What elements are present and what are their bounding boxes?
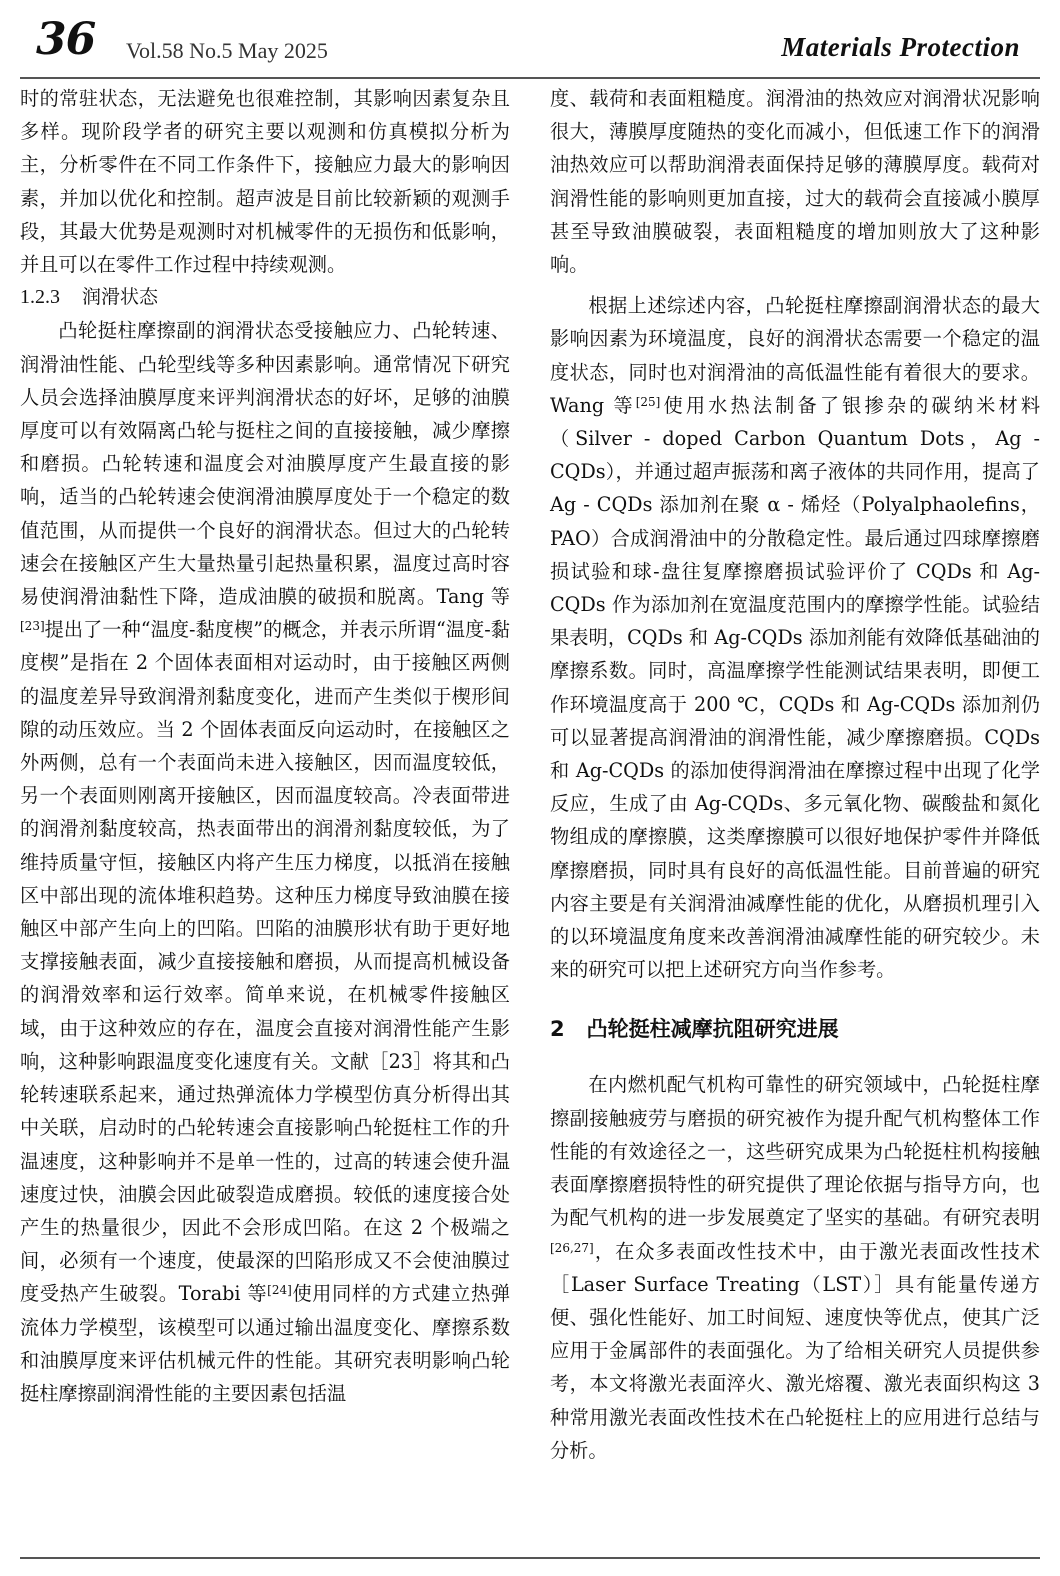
section-title: 凸轮挺柱减摩抗阻研究进展 <box>586 1017 839 1042</box>
paragraph <box>20 314 510 1410</box>
section-heading <box>550 1012 1040 1046</box>
issue-info: Vol.58 No.5 May 2025 <box>126 38 328 63</box>
text-run: 凸轮挺柱摩擦副的润滑状态受接触应力、凸轮转速、润滑油性能、凸轮型线等多种因素影响。通常情况下研究人员会选择油膜厚度来评判润滑状态的好坏，足够的油膜厚度可以有效隔离凸轮与挺柱之间的直接接触，减少摩擦和磨损。凸轮转速和温度会对油膜厚度产生最直接的影响，适当的凸轮转速会使润滑油膜厚度处于一个稳定的数值范围，从而提供一个良好的润滑状态。但过大的凸轮转速会在接触区产生大量热量引起热量积累，温度过高时容易使润滑油黏性下降，造成油膜的破损和脱离。Tang 等 <box>20 319 510 609</box>
subsection-heading <box>20 281 510 314</box>
text-run: 在内燃机配气机构可靠性的研究领域中，凸轮挺柱摩擦副接触疲劳与磨损的研究被作为提升配气机构整体工作性能的有效途径之一，这些研究成果为凸轮挺柱机构接触表面摩擦磨损特性的研究提供了理论依据与指导方向，也为配气机构的进一步发展奠定了坚实的基础。有研究表明 <box>550 1073 1040 1230</box>
citation: [24] <box>267 1283 292 1298</box>
citation: [26,27] <box>550 1240 594 1255</box>
subsection-title: 润滑状态 <box>82 286 159 309</box>
section-number: 2 <box>550 1017 565 1042</box>
text-run: 提出了一种“温度-黏度楔”的概念，并表示所谓“温度-黏度楔”是指在 2 个固体表面相对运动时，由于接触区两侧的温度差异导致润滑剂黏度变化，进而产生类似于楔形间隙的动压效应。当 2 个固体表面反向运动时，在接触区之外两侧，总有一个表面尚未进入接触区，因而温度较低，另一个表面则刚离开接触区，因而温度较高。冷表面带进的润滑剂黏度较高，热表面带出的润滑剂黏度较低，为了维持质量守恒，接触区内将产生压力梯度，以抵消在接触区中部出现的流体堆积趋势。这种压力梯度导致油膜在接触区中部产生向上的凹陷。凹陷的油膜形状有助于更好地支撑接触表面，减少直接接触和磨损，从而提高机械设备的润滑效率和运行效率。简单来说，在机械零件接触区域，由于这种效应的存在，温度会直接对润滑性能产生影响，这种影响跟温度变化速度有关。文献［23］将其和凸轮转速联系起来，通过热弹流体力学模型仿真分析得出其中关联，启动时的凸轮转速会直接影响凸轮挺柱工作的升温速度，这种影响并不是单一性的，过高的转速会使升温速度过快，油膜会因此破裂造成磨损。较低的速度接合处产生的热量很少，因此不会形成凹陷。在这 2 个极端之间，必须有一个速度，使最深的凹陷形成又不会使油膜过度受热产生破裂。Torabi 等 <box>20 618 510 1306</box>
text-run: 使用水热法制备了银掺杂的碳纳米材料（Silver - doped Carbon Quantum Dots，Ag - CQDs），并通过超声振荡和离子液体的共同作用，提高了 Ag - CQDs 添加剂在聚 α - 烯烃（Polyalphaolefins，PAO）合成润滑油中的分散稳定性。最后通过四球摩擦磨损试验和球-盘往复摩擦磨损试验评价了 CQDs 和 Ag-CQDs 作为添加剂在宽温度范围内的摩擦学性能。试验结果表明，CQDs 和 Ag-CQDs 添加剂能有效降低基础油的摩擦系数。同时，高温摩擦学性能测试结果表明，即便工作环境温度高于 200 ℃，CQDs 和 Ag-CQDs 添加剂仍可以显著提高润滑油的润滑性能，减少摩擦磨损。CQDs 和 Ag-CQDs 的添加使得润滑油在摩擦过程中出现了化学反应，生成了由 Ag-CQDs、多元氧化物、碳酸盐和氮化物组成的摩擦膜，这类摩擦膜可以很好地保护零件并降低摩擦磨损，同时具有良好的高低温性能。目前普遍的研究内容主要是有关润滑油减摩性能的优化，从磨损机理引入的以环境温度角度来改善润滑油减摩性能的研究较少。未来的研究可以把上述研究方向当作参考。 <box>550 393 1041 982</box>
paragraph: 度、载荷和表面粗糙度。润滑油的热效应对润滑状况影响很大，薄膜厚度随热的变化而减小，但低速工作下的润滑油热效应可以帮助润滑表面保持足够的薄膜厚度。载荷对润滑性能的影响则更加直接，过大的载荷会直接减小膜厚甚至导致油膜破裂，表面粗糙度的增加则放大了这种影响。 <box>550 87 1040 277</box>
text-run: ，在众多表面改性技术中，由于激光表面改性技术［Laser Surface Treating（LST）］具有能量传递方便、强化性能好、加工时间短、速度快等优点，使其广泛应用于金属部件的表面强化。为了给相关研究人员提供参考，本文将激光表面淬火、激光熔覆、激光表面织构这 3 种常用激光表面改性技术在凸轮挺柱上的应用进行总结与分析。 <box>550 1239 1040 1462</box>
citation: [23] <box>20 619 45 634</box>
subsection-number: 1.2.3 <box>20 286 60 309</box>
right-column <box>550 82 1040 1467</box>
citation: [25] <box>635 394 661 409</box>
page-header <box>0 0 1060 80</box>
paragraph: 时的常驻状态，无法避免也很难控制，其影响因素复杂且多样。现阶段学者的研究主要以观测和仿真模拟分析为主，分析零件在不同工作条件下，接触应力最大的影响因素，并加以优化和控制。超声波是目前比较新颖的观测手段，其最大优势是观测时对机械零件的无损伤和低影响，并且可以在零件工作过程中持续观测。 <box>20 87 510 277</box>
left-column <box>20 82 510 1410</box>
page-number: 36 <box>36 14 96 65</box>
paragraph <box>550 1068 1040 1466</box>
header-rule <box>20 77 1040 79</box>
paragraph <box>550 289 1040 986</box>
footer-rule <box>20 1557 1040 1559</box>
text-run: 使用同样的方式建立热弹流体力学模型，该模型可以通过输出温度变化、摩擦系数和油膜厚度来评估机械元件的性能。其研究表明影响凸轮挺柱摩擦副润滑性能的主要因素包括温 <box>20 1282 511 1405</box>
journal-title: Materials Protection <box>781 32 1020 62</box>
text-run: 根据上述综述内容，凸轮挺柱摩擦副润滑状态的最大影响因素为环境温度，良好的润滑状态需要一个稳定的温度状态，同时也对润滑油的高低温性能有着很大的要求。Wang 等 <box>550 294 1040 417</box>
